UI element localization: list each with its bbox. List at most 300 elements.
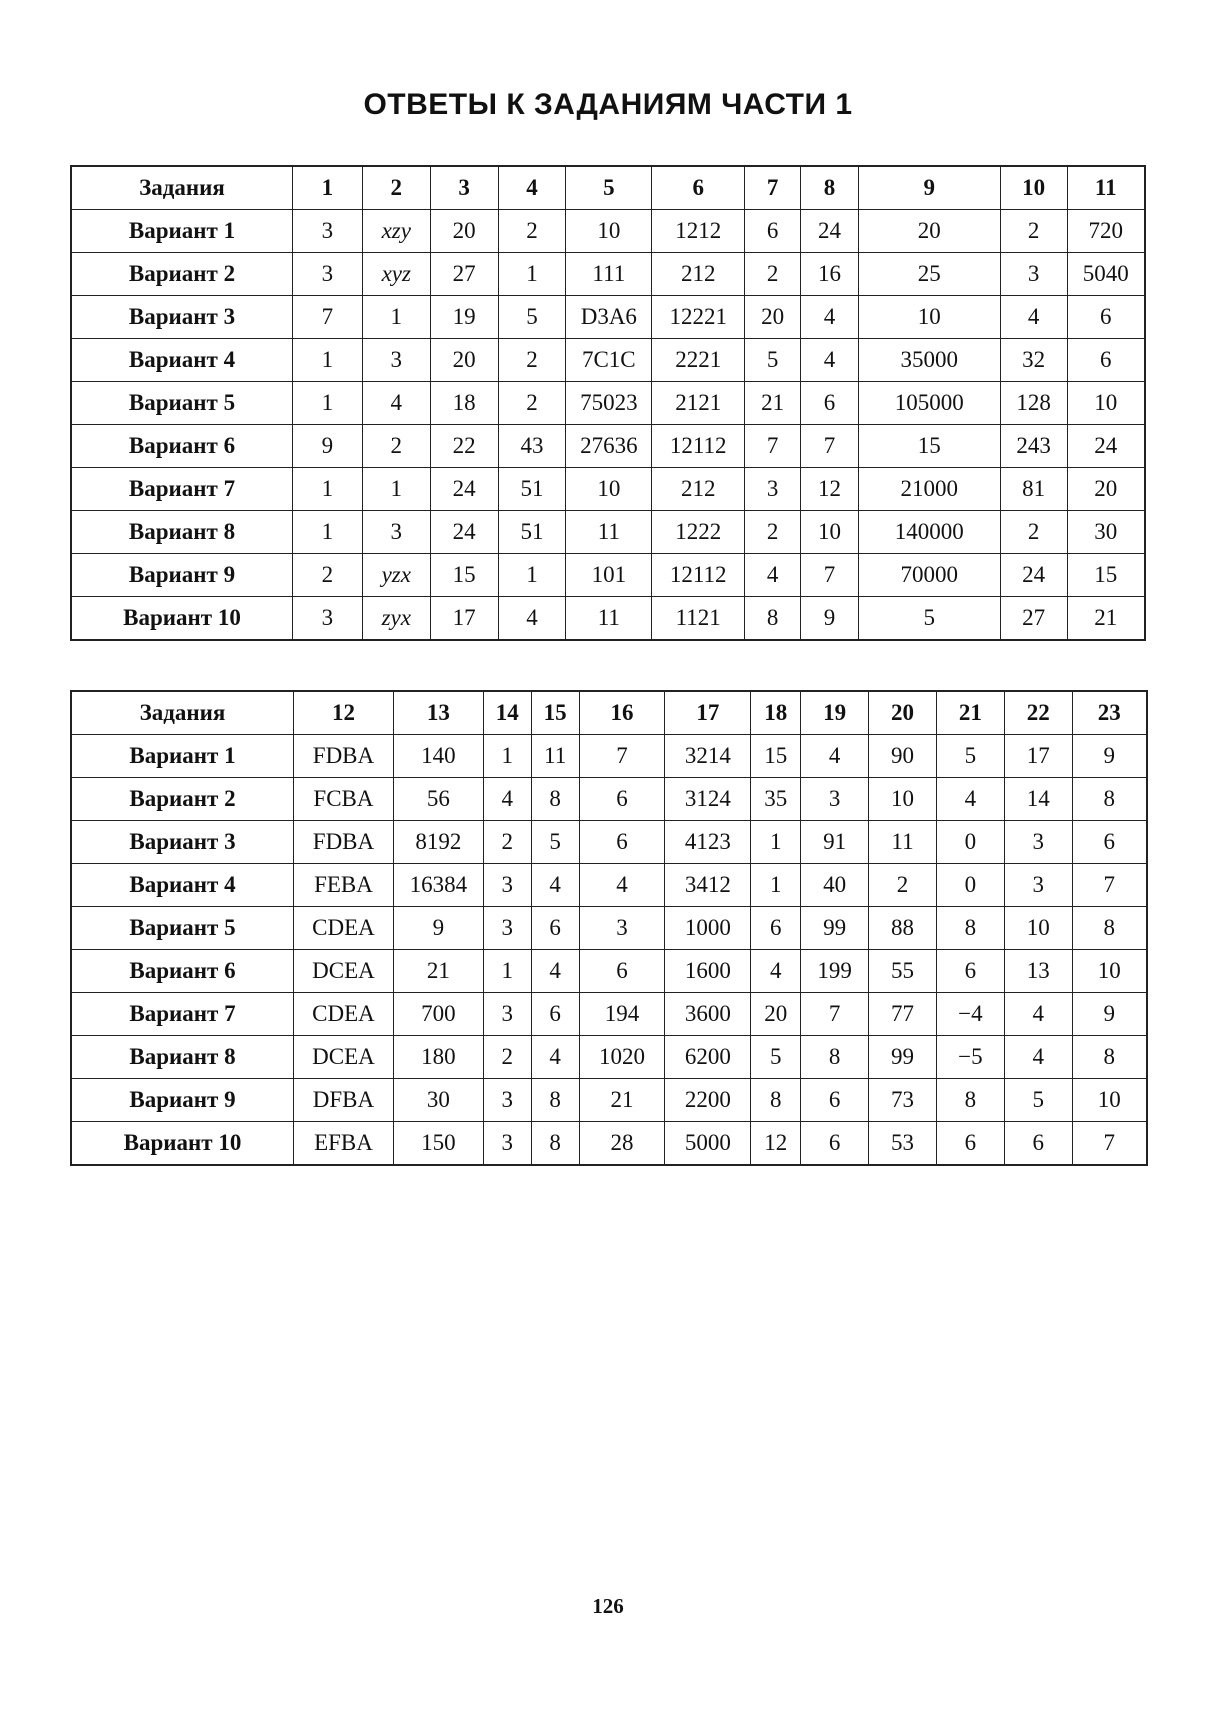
answer-cell: 6 — [745, 210, 801, 253]
answer-cell: 4 — [801, 296, 859, 339]
column-header-task-13: 13 — [393, 691, 483, 735]
column-header-task-10: 10 — [1000, 166, 1067, 210]
variant-label: Вариант 2 — [71, 778, 294, 821]
answer-cell: 35000 — [858, 339, 1000, 382]
answer-cell: 8 — [745, 597, 801, 641]
answer-cell: 24 — [801, 210, 859, 253]
table-row — [71, 210, 1145, 253]
answer-cell: 15 — [858, 425, 1000, 468]
answer-cell: 17 — [430, 597, 498, 641]
table-header-row — [71, 691, 1147, 735]
answer-cell: −4 — [936, 993, 1004, 1036]
answer-cell: 21 — [1067, 597, 1145, 641]
answer-cell: 5000 — [665, 1122, 751, 1166]
answer-cell: 6 — [579, 778, 665, 821]
variant-label: Вариант 3 — [71, 821, 294, 864]
answer-cell: 2 — [362, 425, 430, 468]
answer-cell: 20 — [745, 296, 801, 339]
answer-cell: 3 — [483, 864, 531, 907]
answer-cell: 150 — [393, 1122, 483, 1166]
answer-cell: 30 — [393, 1079, 483, 1122]
answer-cell: FDBA — [294, 821, 394, 864]
answer-cell: 21 — [745, 382, 801, 425]
answer-cell: 105000 — [858, 382, 1000, 425]
answer-cell: 4 — [1004, 1036, 1072, 1079]
answer-cell: 1 — [498, 554, 566, 597]
answer-cell: 2221 — [652, 339, 745, 382]
answer-cell: 8 — [936, 1079, 1004, 1122]
column-header-tasks: Задания — [71, 166, 293, 210]
answer-cell: 24 — [1000, 554, 1067, 597]
answer-cell: −5 — [936, 1036, 1004, 1079]
answer-cell: 7 — [293, 296, 363, 339]
answer-cell: 6 — [1004, 1122, 1072, 1166]
answer-cell: 6 — [801, 1079, 869, 1122]
answer-cell: 10 — [869, 778, 937, 821]
answer-cell: yzx — [362, 554, 430, 597]
answer-cell: 2 — [745, 511, 801, 554]
column-header-task-8: 8 — [801, 166, 859, 210]
answer-cell: 4 — [362, 382, 430, 425]
answer-cell: 75023 — [566, 382, 652, 425]
variant-label: Вариант 1 — [71, 210, 293, 253]
answer-cell: 3 — [362, 511, 430, 554]
answer-cell: 55 — [869, 950, 937, 993]
column-header-task-14: 14 — [483, 691, 531, 735]
answer-cell: 2200 — [665, 1079, 751, 1122]
answer-cell: 2 — [1000, 511, 1067, 554]
answer-cell: 27 — [1000, 597, 1067, 641]
answer-cell: xzy — [362, 210, 430, 253]
answer-cell: 73 — [869, 1079, 937, 1122]
answer-cell: xyz — [362, 253, 430, 296]
page-number: 126 — [592, 1594, 624, 1618]
answer-cell: 140000 — [858, 511, 1000, 554]
answer-cell: 24 — [430, 511, 498, 554]
answer-cell: 16384 — [393, 864, 483, 907]
answer-cell: 22 — [430, 425, 498, 468]
answer-cell: 4 — [801, 735, 869, 778]
answer-cell: 6 — [751, 907, 801, 950]
answer-cell: 14 — [1004, 778, 1072, 821]
table-row — [71, 1079, 1147, 1122]
answer-cell: 8 — [1072, 1036, 1147, 1079]
answer-cell: 7 — [1072, 864, 1147, 907]
answer-cell: 6 — [579, 950, 665, 993]
answer-cell: CDEA — [294, 993, 394, 1036]
answer-cell: 3 — [293, 597, 363, 641]
answer-cell: 15 — [1067, 554, 1145, 597]
answer-cell: D3A6 — [566, 296, 652, 339]
answer-cell: 0 — [936, 864, 1004, 907]
table-row — [71, 778, 1147, 821]
answer-cell: 20 — [430, 339, 498, 382]
answer-cell: 194 — [579, 993, 665, 1036]
answer-cell: 12221 — [652, 296, 745, 339]
answer-cell: 11 — [566, 511, 652, 554]
column-header-task-1: 1 — [293, 166, 363, 210]
answer-cell: 140 — [393, 735, 483, 778]
answer-cell: 16 — [801, 253, 859, 296]
answer-cell: 2 — [869, 864, 937, 907]
answer-cell: 10 — [858, 296, 1000, 339]
answer-cell: 2 — [1000, 210, 1067, 253]
variant-label: Вариант 9 — [71, 554, 293, 597]
answer-cell: 11 — [869, 821, 937, 864]
table-row — [71, 907, 1147, 950]
table-row — [71, 253, 1145, 296]
answer-cell: 1 — [293, 468, 363, 511]
column-header-task-20: 20 — [869, 691, 937, 735]
answer-cell: 13 — [1004, 950, 1072, 993]
answer-cell: 7C1C — [566, 339, 652, 382]
answer-cell: 4 — [498, 597, 566, 641]
page-title: ОТВЕТЫ К ЗАДАНИЯМ ЧАСТИ 1 — [363, 88, 853, 121]
answer-cell: 17 — [1004, 735, 1072, 778]
answer-cell: 27 — [430, 253, 498, 296]
answer-cell: 11 — [566, 597, 652, 641]
answer-cell: 10 — [1072, 1079, 1147, 1122]
answer-cell: 7 — [579, 735, 665, 778]
answer-cell: 8 — [936, 907, 1004, 950]
answer-cell: 3 — [483, 1122, 531, 1166]
answer-cell: 1 — [498, 253, 566, 296]
answer-cell: 1 — [483, 950, 531, 993]
answer-cell: 11 — [531, 735, 579, 778]
answer-cell: 101 — [566, 554, 652, 597]
answer-cell: 720 — [1067, 210, 1145, 253]
answer-cell: 6 — [801, 1122, 869, 1166]
answer-cell: 6 — [531, 993, 579, 1036]
answer-cell: 3 — [801, 778, 869, 821]
answer-cell: 10 — [1004, 907, 1072, 950]
answer-cell: 99 — [801, 907, 869, 950]
answer-cell: 4 — [751, 950, 801, 993]
answer-cell: 3 — [745, 468, 801, 511]
answer-cell: 8 — [801, 1036, 869, 1079]
variant-label: Вариант 4 — [71, 339, 293, 382]
answer-cell: 18 — [430, 382, 498, 425]
answer-cell: 700 — [393, 993, 483, 1036]
answer-cell: 1 — [483, 735, 531, 778]
answer-cell: 15 — [751, 735, 801, 778]
answer-cell: 1600 — [665, 950, 751, 993]
answer-cell: 3 — [1004, 821, 1072, 864]
answer-cell: 212 — [652, 253, 745, 296]
answer-cell: 1000 — [665, 907, 751, 950]
answer-cell: 10 — [1072, 950, 1147, 993]
column-header-task-23: 23 — [1072, 691, 1147, 735]
answer-cell: 9 — [1072, 735, 1147, 778]
column-header-task-7: 7 — [745, 166, 801, 210]
answer-cell: 12 — [751, 1122, 801, 1166]
table-row — [71, 468, 1145, 511]
answer-cell: 1020 — [579, 1036, 665, 1079]
answer-cell: 77 — [869, 993, 937, 1036]
answer-cell: 7 — [801, 425, 859, 468]
answer-cell: 20 — [1067, 468, 1145, 511]
answer-cell: EFBA — [294, 1122, 394, 1166]
answer-cell: 1222 — [652, 511, 745, 554]
answer-cell: 4 — [801, 339, 859, 382]
answer-cell: 6 — [936, 950, 1004, 993]
table-row — [71, 382, 1145, 425]
answer-cell: 4123 — [665, 821, 751, 864]
answer-cell: 6 — [1067, 296, 1145, 339]
answer-cell: 7 — [801, 993, 869, 1036]
answer-cell: 4 — [531, 950, 579, 993]
answer-cell: 3 — [293, 253, 363, 296]
column-header-task-19: 19 — [801, 691, 869, 735]
column-header-task-5: 5 — [566, 166, 652, 210]
answer-cell: 1 — [293, 339, 363, 382]
answer-cell: 4 — [531, 1036, 579, 1079]
answer-cell: 1121 — [652, 597, 745, 641]
table-header-row — [71, 166, 1145, 210]
answer-cell: 3 — [1004, 864, 1072, 907]
answer-cell: 3 — [579, 907, 665, 950]
column-header-task-18: 18 — [751, 691, 801, 735]
variant-label: Вариант 2 — [71, 253, 293, 296]
table-row — [71, 597, 1145, 641]
answer-cell: 4 — [579, 864, 665, 907]
column-header-task-9: 9 — [858, 166, 1000, 210]
column-header-tasks: Задания — [71, 691, 294, 735]
variant-label: Вариант 5 — [71, 907, 294, 950]
column-header-task-2: 2 — [362, 166, 430, 210]
answer-cell: 53 — [869, 1122, 937, 1166]
answer-cell: 70000 — [858, 554, 1000, 597]
answer-cell: 8192 — [393, 821, 483, 864]
answer-cell: 212 — [652, 468, 745, 511]
answer-cell: 20 — [430, 210, 498, 253]
answer-cell: 10 — [566, 210, 652, 253]
answer-cell: 2 — [498, 382, 566, 425]
answer-cell: 15 — [430, 554, 498, 597]
answer-cell: 2 — [745, 253, 801, 296]
answer-cell: 5 — [531, 821, 579, 864]
answer-cell: 10 — [1067, 382, 1145, 425]
column-header-task-16: 16 — [579, 691, 665, 735]
answer-cell: 1 — [751, 864, 801, 907]
answer-cell: 8 — [1072, 907, 1147, 950]
answer-cell: 2 — [483, 821, 531, 864]
table-row — [71, 1036, 1147, 1079]
answer-cell: 8 — [1072, 778, 1147, 821]
answer-cell: 51 — [498, 511, 566, 554]
column-header-task-11: 11 — [1067, 166, 1145, 210]
table-row — [71, 425, 1145, 468]
answer-cell: 24 — [1067, 425, 1145, 468]
variant-label: Вариант 7 — [71, 993, 294, 1036]
answer-cell: 24 — [430, 468, 498, 511]
answer-cell: 6 — [531, 907, 579, 950]
answer-cell: 3 — [1000, 253, 1067, 296]
column-header-task-12: 12 — [294, 691, 394, 735]
answer-cell: 12 — [801, 468, 859, 511]
answer-cell: 4 — [745, 554, 801, 597]
answer-cell: 3 — [362, 339, 430, 382]
answer-cell: 21 — [393, 950, 483, 993]
variant-label: Вариант 1 — [71, 735, 294, 778]
column-header-task-4: 4 — [498, 166, 566, 210]
answer-cell: 111 — [566, 253, 652, 296]
answer-cell: 4 — [1004, 993, 1072, 1036]
answer-cell: 6 — [1067, 339, 1145, 382]
variant-label: Вариант 5 — [71, 382, 293, 425]
answer-cell: 56 — [393, 778, 483, 821]
answer-cell: 3124 — [665, 778, 751, 821]
answer-cell: 1 — [362, 296, 430, 339]
answer-cell: 199 — [801, 950, 869, 993]
answer-cell: 3 — [293, 210, 363, 253]
column-header-task-17: 17 — [665, 691, 751, 735]
answer-cell: 2121 — [652, 382, 745, 425]
table-row — [71, 864, 1147, 907]
answer-cell: 90 — [869, 735, 937, 778]
table-row — [71, 821, 1147, 864]
answer-cell: 9 — [801, 597, 859, 641]
answer-cell: 5 — [745, 339, 801, 382]
answer-cell: 3214 — [665, 735, 751, 778]
table-row — [71, 993, 1147, 1036]
answer-cell: 81 — [1000, 468, 1067, 511]
answer-cell: 35 — [751, 778, 801, 821]
answer-cell: 3 — [483, 993, 531, 1036]
answers-table-part2 — [70, 690, 1148, 1166]
answer-cell: 3 — [483, 1079, 531, 1122]
answer-cell: 8 — [531, 1122, 579, 1166]
answer-cell: 12112 — [652, 554, 745, 597]
answer-cell: 99 — [869, 1036, 937, 1079]
answer-cell: 2 — [498, 210, 566, 253]
answer-cell: 128 — [1000, 382, 1067, 425]
answer-cell: 4 — [531, 864, 579, 907]
answer-cell: 2 — [498, 339, 566, 382]
variant-label: Вариант 9 — [71, 1079, 294, 1122]
answer-cell: CDEA — [294, 907, 394, 950]
answer-cell: 180 — [393, 1036, 483, 1079]
answer-cell: 1 — [362, 468, 430, 511]
answer-cell: DFBA — [294, 1079, 394, 1122]
answer-cell: FDBA — [294, 735, 394, 778]
answer-cell: 12112 — [652, 425, 745, 468]
variant-label: Вариант 7 — [71, 468, 293, 511]
answer-cell: 10 — [801, 511, 859, 554]
answer-cell: 10 — [566, 468, 652, 511]
answer-cell: 2 — [293, 554, 363, 597]
answer-cell: 0 — [936, 821, 1004, 864]
answer-cell: 7 — [801, 554, 859, 597]
answer-cell: 3412 — [665, 864, 751, 907]
answers-table-part1 — [70, 165, 1146, 641]
table-row — [71, 735, 1147, 778]
answer-cell: 51 — [498, 468, 566, 511]
answer-cell: 6 — [936, 1122, 1004, 1166]
answer-cell: 6200 — [665, 1036, 751, 1079]
answer-cell: 32 — [1000, 339, 1067, 382]
answer-cell: 25 — [858, 253, 1000, 296]
column-header-task-21: 21 — [936, 691, 1004, 735]
variant-label: Вариант 10 — [71, 597, 293, 641]
answer-cell: 40 — [801, 864, 869, 907]
answer-cell: 91 — [801, 821, 869, 864]
variant-label: Вариант 4 — [71, 864, 294, 907]
answer-cell: 4 — [936, 778, 1004, 821]
answer-cell: 27636 — [566, 425, 652, 468]
answer-cell: 5 — [1004, 1079, 1072, 1122]
answer-cell: 21000 — [858, 468, 1000, 511]
answer-cell: 5 — [858, 597, 1000, 641]
answer-cell: 88 — [869, 907, 937, 950]
answer-cell: 4 — [483, 778, 531, 821]
column-header-task-3: 3 — [430, 166, 498, 210]
variant-label: Вариант 3 — [71, 296, 293, 339]
answer-cell: 21 — [579, 1079, 665, 1122]
answer-cell: DCEA — [294, 1036, 394, 1079]
answer-cell: 20 — [858, 210, 1000, 253]
variant-label: Вариант 8 — [71, 511, 293, 554]
answer-cell: 4 — [1000, 296, 1067, 339]
answer-cell: 9 — [393, 907, 483, 950]
variant-label: Вариант 10 — [71, 1122, 294, 1166]
answer-cell: 3 — [483, 907, 531, 950]
answer-cell: 5 — [751, 1036, 801, 1079]
answer-cell: 7 — [745, 425, 801, 468]
variant-label: Вариант 6 — [71, 425, 293, 468]
answer-cell: 2 — [483, 1036, 531, 1079]
answer-cell: 28 — [579, 1122, 665, 1166]
column-header-task-15: 15 — [531, 691, 579, 735]
column-header-task-22: 22 — [1004, 691, 1072, 735]
variant-label: Вариант 8 — [71, 1036, 294, 1079]
answer-cell: 7 — [1072, 1122, 1147, 1166]
answer-cell: 8 — [751, 1079, 801, 1122]
answer-cell: 6 — [1072, 821, 1147, 864]
table-row — [71, 296, 1145, 339]
table-row — [71, 554, 1145, 597]
answer-cell: 1 — [751, 821, 801, 864]
answer-cell: 6 — [801, 382, 859, 425]
answer-cell: 5 — [936, 735, 1004, 778]
table-row — [71, 339, 1145, 382]
table-row — [71, 950, 1147, 993]
column-header-task-6: 6 — [652, 166, 745, 210]
answer-cell: 43 — [498, 425, 566, 468]
answer-cell: 9 — [293, 425, 363, 468]
answer-cell: 30 — [1067, 511, 1145, 554]
table-row — [71, 1122, 1147, 1166]
answer-cell: FCBA — [294, 778, 394, 821]
variant-label: Вариант 6 — [71, 950, 294, 993]
answer-cell: 3600 — [665, 993, 751, 1036]
answer-cell: FEBA — [294, 864, 394, 907]
answer-cell: 5040 — [1067, 253, 1145, 296]
answer-cell: 6 — [579, 821, 665, 864]
answer-cell: 1212 — [652, 210, 745, 253]
answer-cell: 5 — [498, 296, 566, 339]
answer-cell: 8 — [531, 778, 579, 821]
answer-cell: 1 — [293, 382, 363, 425]
answer-cell: 243 — [1000, 425, 1067, 468]
answer-cell: DCEA — [294, 950, 394, 993]
answer-cell: zyx — [362, 597, 430, 641]
answer-cell: 1 — [293, 511, 363, 554]
answer-cell: 20 — [751, 993, 801, 1036]
answer-cell: 19 — [430, 296, 498, 339]
table-row — [71, 511, 1145, 554]
answer-cell: 9 — [1072, 993, 1147, 1036]
